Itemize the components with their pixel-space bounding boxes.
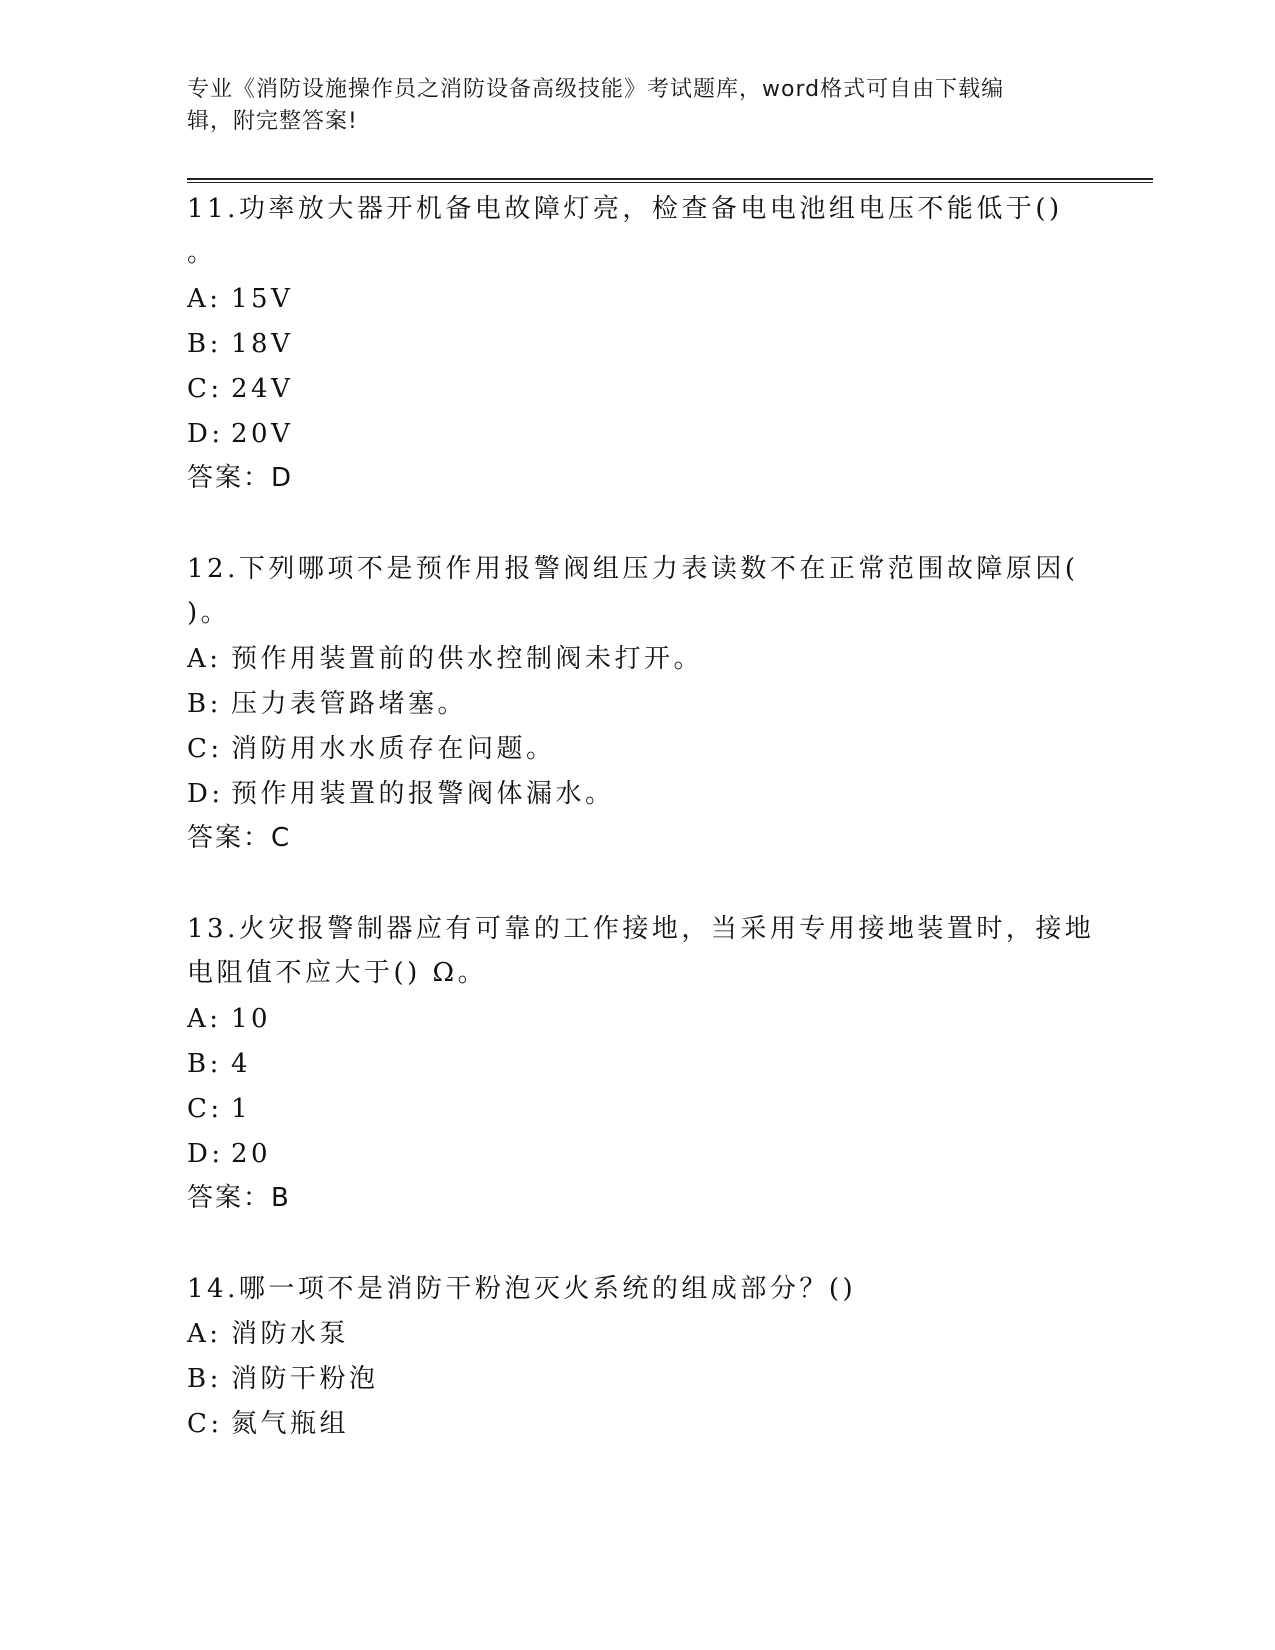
question-14-option-c — [187, 1401, 349, 1447]
option-label: B: — [187, 329, 222, 359]
option-label: A: — [187, 1004, 222, 1034]
header-divider-thin — [187, 182, 1153, 183]
option-label: D: — [187, 419, 224, 449]
question-14-text-line-1: 14.哪一项不是消防干粉泡灭火系统的组成部分？() — [187, 1274, 857, 1304]
question-13-option-a — [187, 996, 271, 1042]
option-text: 消防用水水质存在问题。 — [231, 734, 556, 764]
question-11-option-a — [187, 276, 293, 322]
question-11-text-line-1: 11.功率放大器开机备电故障灯亮，检查备电电池组电压不能低于() — [187, 194, 1063, 224]
option-label: B: — [187, 689, 222, 719]
question-12-option-c — [187, 726, 556, 772]
question-13-option-b — [187, 1041, 251, 1087]
question-13-answer: 答案：B — [187, 1183, 291, 1213]
question-12-option-b — [187, 681, 467, 727]
option-label: A: — [187, 644, 222, 674]
header-divider-thick — [187, 178, 1153, 180]
option-label: B: — [187, 1049, 222, 1079]
header-line-1: 专业《消防设施操作员之消防设备高级技能》考试题库，word格式可自由下载编 — [187, 77, 1005, 102]
document-header — [187, 74, 1067, 138]
question-13-text-line-2: 电阻值不应大于() Ω。 — [187, 958, 488, 988]
option-text: 24V — [231, 374, 294, 404]
option-text: 18V — [231, 329, 294, 359]
question-12-text-line-1: 12.下列哪项不是预作用报警阀组压力表读数不在正常范围故障原因( — [187, 554, 1079, 584]
option-label: A: — [187, 284, 222, 314]
option-label: B: — [187, 1364, 222, 1394]
option-text: 20 — [231, 1139, 272, 1169]
question-11-option-b — [187, 321, 293, 367]
option-text: 消防干粉泡 — [231, 1364, 379, 1394]
question-11-answer: 答案：D — [187, 463, 294, 493]
option-label: D: — [187, 779, 224, 809]
option-label: D: — [187, 1139, 224, 1169]
question-11-text-line-2: 。 — [187, 238, 217, 268]
option-label: C: — [187, 374, 223, 404]
question-13-option-c — [187, 1086, 251, 1132]
option-text: 15V — [231, 284, 294, 314]
question-14-option-b — [187, 1356, 379, 1402]
option-label: A: — [187, 1319, 222, 1349]
option-text: 10 — [231, 1004, 272, 1034]
question-13-text-line-1: 13.火灾报警制器应有可靠的工作接地，当采用专用接地装置时，接地 — [187, 914, 1095, 944]
question-12-option-d — [187, 771, 615, 817]
option-text: 消防水泵 — [231, 1319, 350, 1349]
option-label: C: — [187, 734, 223, 764]
option-text: 氮气瓶组 — [231, 1409, 350, 1439]
option-text: 压力表管路堵塞。 — [231, 689, 468, 719]
option-label: C: — [187, 1409, 223, 1439]
question-11-option-d — [187, 411, 293, 457]
question-12-text-line-2: )。 — [187, 598, 231, 628]
question-12-answer: 答案：C — [187, 823, 292, 853]
option-text: 1 — [231, 1094, 252, 1124]
option-text: 预作用装置的报警阀体漏水。 — [231, 779, 615, 809]
question-14-option-a — [187, 1311, 349, 1357]
question-12-option-a — [187, 636, 703, 682]
option-label: C: — [187, 1094, 223, 1124]
header-line-2: 辑，附完整答案! — [187, 109, 358, 134]
question-13-option-d — [187, 1131, 271, 1177]
option-text: 预作用装置前的供水控制阀未打开。 — [231, 644, 704, 674]
option-text: 4 — [231, 1049, 252, 1079]
option-text: 20V — [231, 419, 294, 449]
question-11-option-c — [187, 366, 293, 412]
